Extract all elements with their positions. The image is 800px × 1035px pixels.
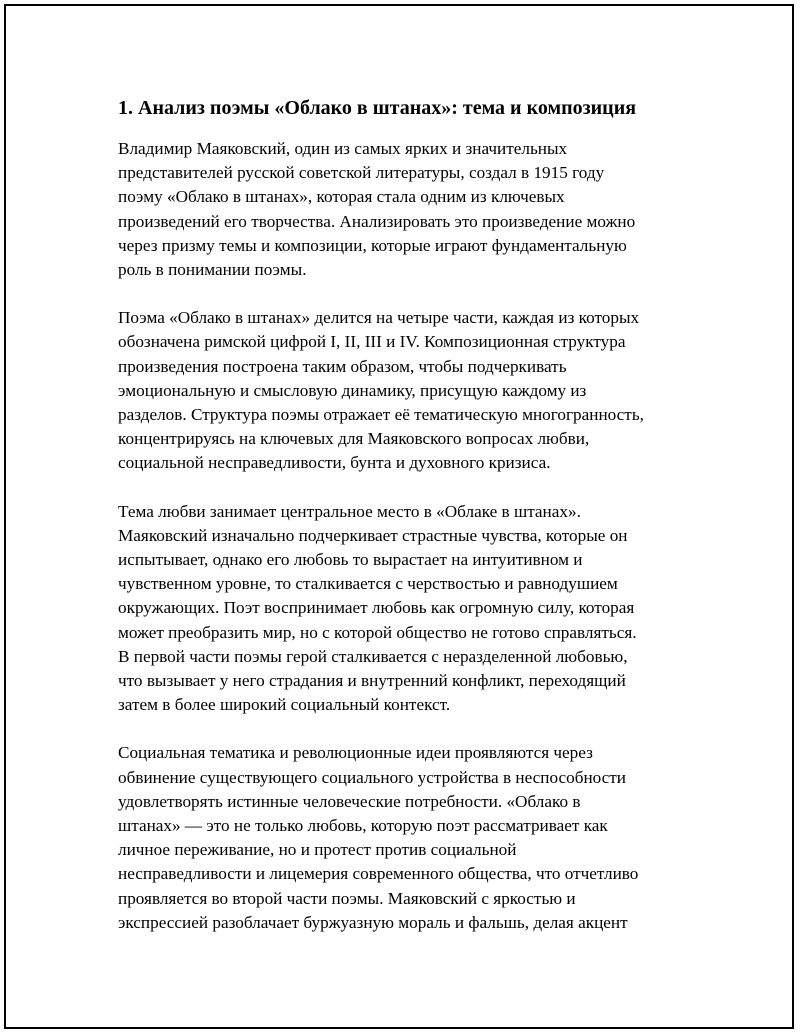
text-line: произведения построена таким образом, чтобы подчеркивать [118,356,567,376]
paragraph-intro [118,137,698,282]
text-line: произведений его творчества. Анализировать это произведение можно [118,211,636,231]
text-line: представителей русской советской литературы, создал в 1915 году [118,163,605,183]
text-line: роль в понимании поэмы. [118,260,307,280]
text-line: затем в более широкий социальный контекст. [118,695,451,715]
text-line: поэму «Облако в штанах», которая стала одним из ключевых [118,187,565,207]
text-line: удовлетворять истинные человеческие потребности. «Облако в [118,791,581,811]
text-line: экспрессией разоблачает буржуазную мораль и фальшь, делая акцент [118,912,628,932]
text-line: социальной несправедливости, бунта и духовного кризиса. [118,453,551,473]
text-line: эмоциональную и смысловую динамику, присущую каждому из [118,380,587,400]
text-line: испытывает, однако его любовь то вырастает на интуитивном и [118,550,583,570]
text-line: В первой части поэмы герой сталкивается с неразделенной любовью, [118,646,628,666]
text-line: штанах» — это не только любовь, которую поэт рассматривает как [118,816,608,836]
section-heading: 1. Анализ поэмы «Облако в штанах»: тема и композиция [118,97,637,119]
paragraph-love-theme [118,500,698,718]
text-line: Маяковский изначально подчеркивает страстные чувства, которые он [118,525,628,545]
text-line: что вызывает у него страдания и внутренний конфликт, переходящий [118,671,626,691]
text-line: концентрируясь на ключевых для Маяковского вопросах любви, [118,429,590,449]
text-line: обозначена римской цифрой I, II, III и IV. Композиционная структура [118,332,626,352]
text-line: личное переживание, но и протест против социальной [118,840,517,860]
document-body [118,94,698,959]
text-line: окружающих. Поэт воспринимает любовь как огромную силу, которая [118,598,635,618]
text-line: Социальная тематика и революционные идеи проявляются через [118,743,593,763]
text-line: может преобразить мир, но с которой общество не готово справляться. [118,622,637,642]
text-line: чувственном уровне, то сталкивается с черствостью и равнодушием [118,574,618,594]
text-line: Поэма «Облако в штанах» делится на четыре части, каждая из которых [118,308,640,328]
text-line: обвинение существующего социального устройства в неспособности [118,767,627,787]
text-line: Тема любви занимает центральное место в «Облаке в штанах». [118,501,581,521]
paragraph-social-theme [118,741,698,935]
text-line: проявляется во второй части поэмы. Маяковский с яркостью и [118,888,576,908]
text-line: через призму темы и композиции, которые играют фундаментальную [118,235,627,255]
paragraph-structure [118,306,698,475]
text-line: Владимир Маяковский, один из самых ярких и значительных [118,139,568,158]
text-line: разделов. Структура поэмы отражает её тематическую многогранность, [118,405,644,425]
text-line: несправедливости и лицемерия современного общества, что отчетливо [118,864,639,884]
